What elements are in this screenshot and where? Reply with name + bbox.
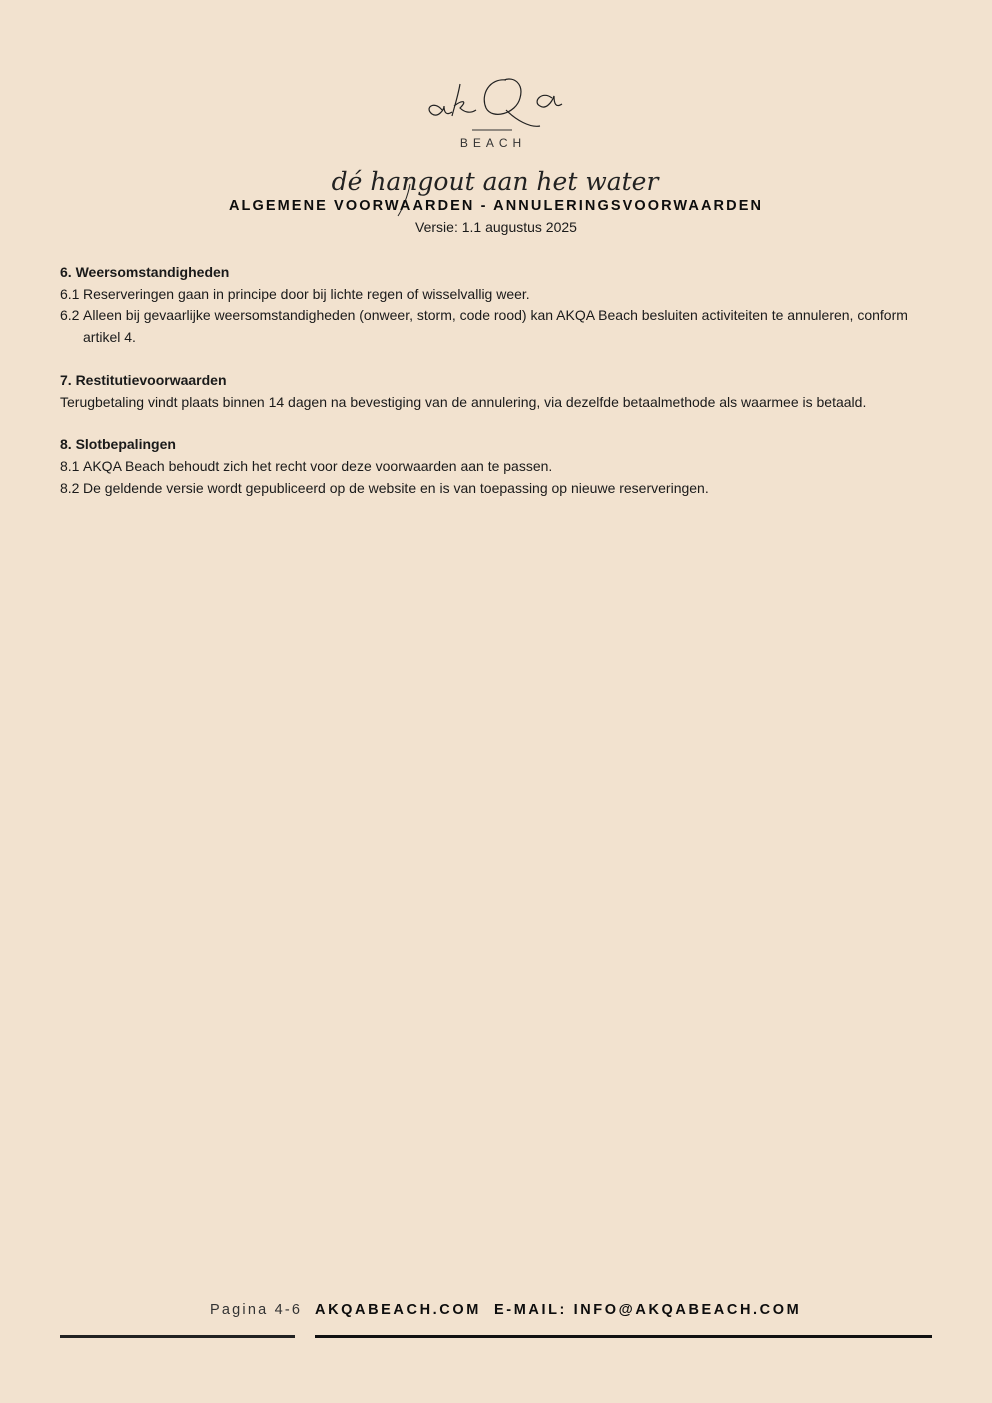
page-number: Pagina 4-6 bbox=[210, 1302, 303, 1318]
document-body bbox=[60, 262, 932, 520]
section-paragraph: Terugbetaling vindt plaats binnen 14 dagen na bevestiging van de annulering, via dezelfde betaalmethode als waarmee is betaald. bbox=[60, 393, 867, 410]
website-link[interactable]: AKQABEACH.COM bbox=[315, 1302, 481, 1318]
item-text: De geldende versie wordt gepubliceerd op de website en is van toepassing op nieuwe reserveringen. bbox=[83, 479, 709, 496]
list-item bbox=[60, 478, 932, 500]
document-version: Versie: 1.1 augustus 2025 bbox=[415, 219, 577, 235]
logo-sub-text: BEACH bbox=[459, 136, 527, 150]
item-text: Reserveringen gaan in principe door bij lichte regen of wisselvallig weer. bbox=[83, 285, 530, 302]
document-title: ALGEMENE VOORWAARDEN - ANNULERINGSVOORWAARDEN bbox=[228, 198, 764, 214]
footer-divider-left bbox=[60, 1335, 295, 1338]
footer-divider-right bbox=[315, 1335, 932, 1338]
section-slotbepalingen bbox=[60, 434, 932, 499]
section-heading: 7. Restitutievoorwaarden bbox=[60, 371, 227, 388]
item-text: Alleen bij gevaarlijke weersomstandigheden (onweer, storm, code rood) kan AKQA Beach besluiten activiteiten te annuleren, conform artikel 4. bbox=[83, 307, 908, 346]
item-number: 6.1 bbox=[60, 285, 80, 302]
section-heading: 8. Slotbepalingen bbox=[60, 436, 176, 453]
email-link[interactable]: E-MAIL: INFO@AKQABEACH.COM bbox=[494, 1302, 802, 1318]
logo-script-mark bbox=[420, 70, 572, 132]
item-text: AKQA Beach behoudt zich het recht voor deze voorwaarden aan te passen. bbox=[83, 457, 553, 474]
section-restitutievoorwaarden bbox=[60, 370, 932, 413]
item-number: 6.2 bbox=[60, 307, 80, 324]
brand-logo bbox=[420, 70, 572, 160]
item-number: 8.1 bbox=[60, 457, 80, 474]
section-heading: 6. Weersomstandigheden bbox=[60, 264, 230, 280]
tagline-text: dé hangout aan het water bbox=[331, 167, 659, 196]
list-item bbox=[60, 305, 932, 348]
item-number: 8.2 bbox=[60, 479, 80, 496]
list-item bbox=[60, 284, 932, 306]
list-item bbox=[60, 456, 932, 478]
section-weersomstandigheden bbox=[60, 262, 932, 349]
